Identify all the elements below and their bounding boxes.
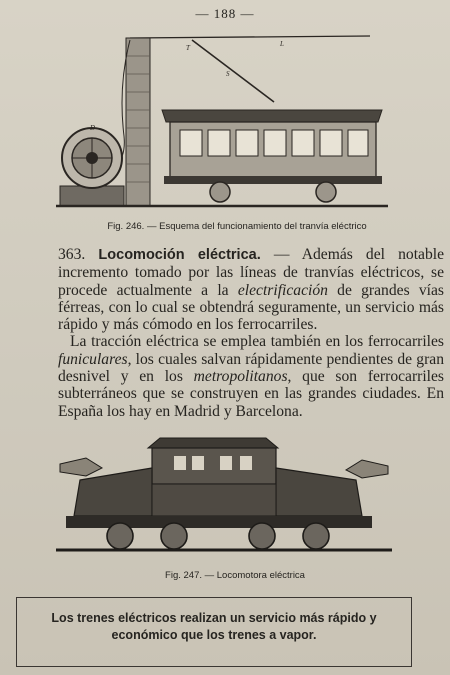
section-title: Locomoción eléctrica. (98, 247, 261, 263)
section-number: 363. (58, 246, 86, 263)
p2-text-a: La tracción eléctrica se emplea también en los ferrocarriles (70, 333, 444, 351)
label-d: D (90, 124, 96, 132)
figure-247-caption: Fig. 247. — Locomotora eléctrica (165, 570, 305, 581)
p2-italic-term-2: metropolitanos (193, 368, 288, 386)
p1-text-b: de grandes vías férreas, con lo cual se obtendrá seguramente, un servicio más rápido y más cómodo en los ferrocarriles. (58, 281, 445, 334)
electric-locomotive-figure (56, 424, 392, 564)
summary-line-1: Los trenes eléctricos realizan un servicio más rápido y (51, 611, 377, 625)
dynamo-generator (60, 128, 124, 206)
locomotive (60, 438, 388, 549)
paragraph-1 (58, 246, 444, 333)
tram-schematic-figure (52, 26, 392, 216)
label-l: L (280, 40, 284, 48)
p2-text-b: , los cuales salvan rápidamente pendientes de gran desnivel y en los (58, 350, 444, 386)
label-t: T (186, 44, 190, 52)
summary-box (16, 597, 412, 667)
p1-italic-term: electrificación (237, 281, 328, 299)
p2-italic-term-1: funiculares (58, 350, 128, 368)
paragraph-2 (58, 333, 444, 419)
label-s: S (226, 70, 230, 78)
p1-text-a: — Además del notable incremento tomado por las líneas de tranvías eléctricos, se procede actualmente a la (58, 246, 444, 299)
figure-246-caption: Fig. 246. — Esquema del funcionamiento del tranvía eléctrico (107, 221, 367, 232)
trolley-pole (192, 40, 274, 102)
overhead-wire (130, 36, 370, 38)
tram-car (162, 110, 382, 202)
article-text (58, 246, 444, 420)
pillar (126, 38, 150, 206)
page-number: — 188 — (195, 6, 255, 21)
summary-line-2: económico que los trenes a vapor. (111, 628, 317, 642)
p2-text-c: , que son ferrocarriles subterráneos que se construyen en las grandes ciudades. En España los hay en Madrid y Barcelona. (58, 368, 444, 420)
